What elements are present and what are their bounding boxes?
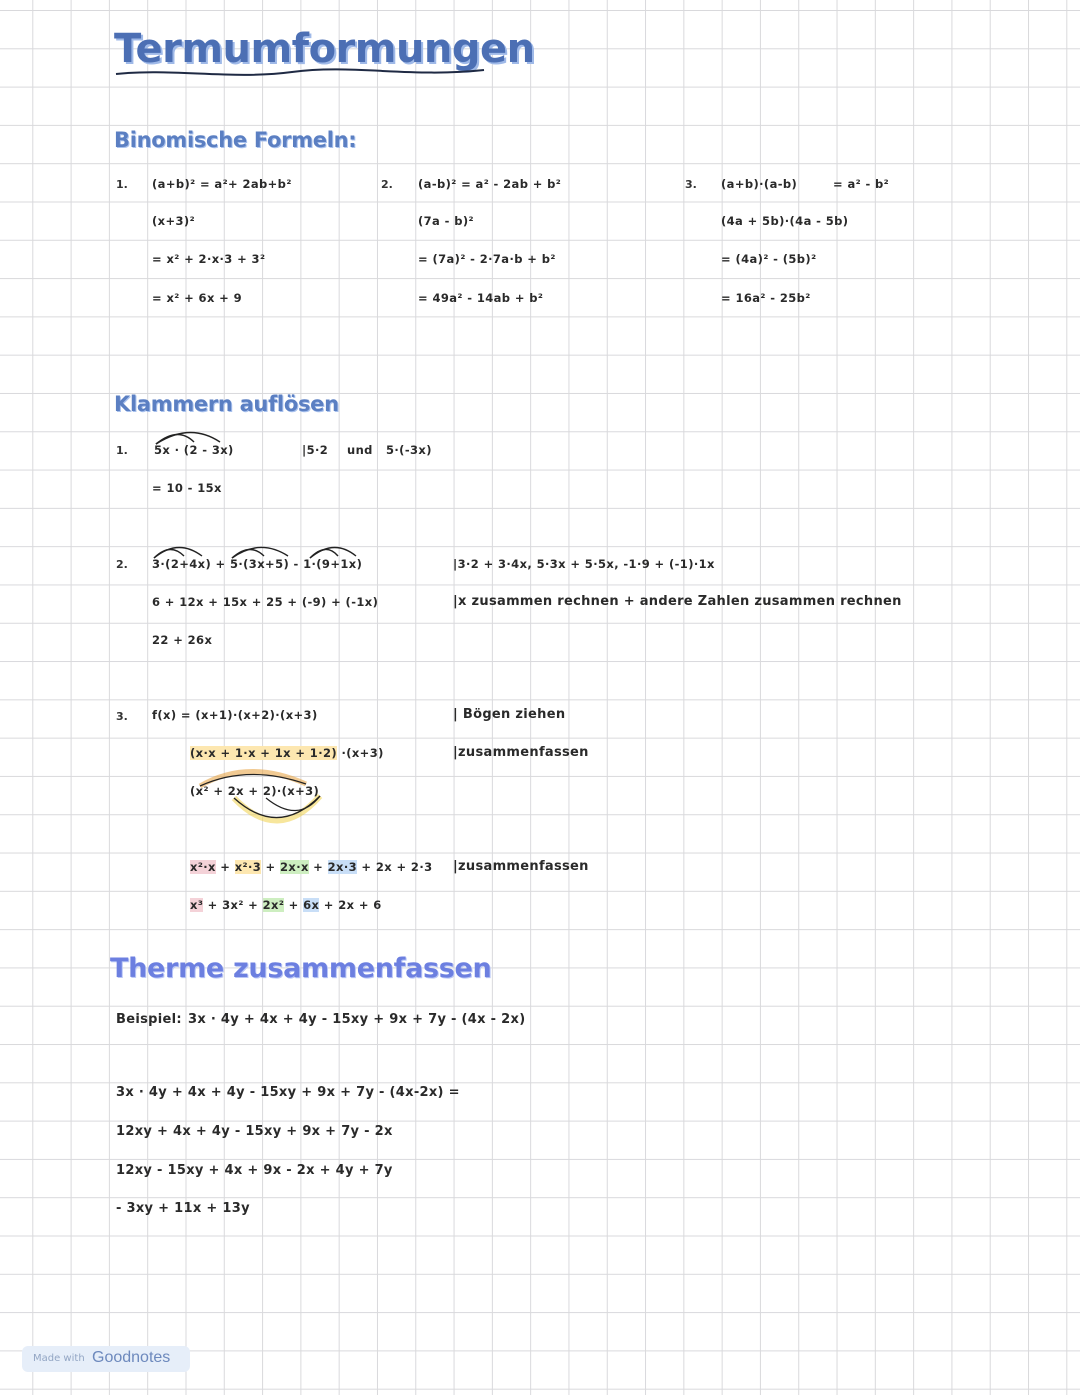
step-3-line3: (x² + 2x + 2)·(x+3) [190,784,320,798]
term-part: 2x·3 [327,860,358,874]
note-2a: |3·2 + 3·4x, 5·3x + 5·5x, -1·9 + (-1)·1x [453,557,715,571]
step-1a: = x² + 2·x·3 + 3² [152,252,266,266]
made-with-label: Made with [33,1353,85,1364]
note-3b: |zusammenfassen [453,745,589,760]
formula-1: (a+b)² = a²+ 2ab+b² [152,177,292,191]
note-2b: |x zusammen rechnen + andere Zahlen zusammen rechnen [453,594,902,609]
formula-3: (a+b)·(a-b) [721,177,798,191]
step-2-line2: 6 + 12x + 15x + 25 + (-9) + (-1x) [152,595,379,609]
term-part: + [308,860,328,874]
step-3-line2 [190,746,384,760]
term-part: x²·x [190,860,216,874]
term-part: + 2x + 2·3 [357,860,433,874]
goodnotes-watermark [22,1346,190,1372]
page-title: Termumformungen [114,26,535,72]
expression-2: 3·(2+4x) + 5·(3x+5) - 1·(9+1x) [152,557,363,571]
note-3c: |zusammenfassen [453,859,589,874]
title-underline-scribble [112,58,492,88]
note-und: und [347,443,373,457]
step-3b: = 16a² - 25b² [721,291,811,305]
result-1: = 10 - 15x [152,481,222,495]
term-part: 6x [303,898,320,912]
term-part: + [284,898,304,912]
brand-logo: Goodnotes [92,1349,171,1366]
step-3-line4 [190,860,433,874]
expression-3: f(x) = (x+1)·(x+2)·(x+3) [152,708,318,722]
step-3-line5 [190,898,382,912]
example-1: (x+3)² [152,214,196,228]
item-number: 3. [116,710,128,723]
term-part: + [215,860,235,874]
item-number: 3. [685,178,697,191]
note-3a: | Bögen ziehen [453,707,566,722]
section-heading-klammern: Klammern auflösen [114,392,339,416]
step-3a: = (4a)² - (5b)² [721,252,817,266]
item-number: 1. [116,178,128,191]
terme-step-2: 12xy + 4x + 4y - 15xy + 9x + 7y - 2x [116,1124,393,1139]
note-1a: |5·2 [302,443,329,457]
formula-2: (a-b)² = a² - 2ab + b² [418,177,562,191]
step-2b: = 49a² - 14ab + b² [418,291,544,305]
term-part: + 2x + 6 [319,898,382,912]
term-part: 2x² [262,898,285,912]
terme-step-3: 12xy - 15xy + 4x + 9x - 2x + 4y + 7y [116,1163,393,1178]
example-3: (4a + 5b)·(4a - 5b) [721,214,849,228]
step-2a: = (7a)² - 2·7a·b + b² [418,252,556,266]
item-number: 2. [381,178,393,191]
step-2-line3: 22 + 26x [152,633,213,647]
terme-step-1: 3x · 4y + 4x + 4y - 15xy + 9x + 7y - (4x-2x) = [116,1085,460,1100]
term-part: + 3x² + [203,898,263,912]
remaining-factor: ·(x+3) [341,746,384,760]
expanded-product: (x·x + 1·x + 1x + 1·2) [190,746,338,760]
section-heading-terme: Therme zusammenfassen [110,953,492,984]
example-label: Beispiel: [116,1012,182,1027]
term-part: x³ [190,898,204,912]
step-1b: = x² + 6x + 9 [152,291,243,305]
example-2: (7a - b)² [418,214,474,228]
term-part: 2x·x [279,860,309,874]
distribution-arcs [188,764,338,834]
item-number: 2. [116,558,128,571]
example-expression: 3x · 4y + 4x + 4y - 15xy + 9x + 7y - (4x - 2x) [188,1012,526,1027]
term-part: + [261,860,280,874]
expression-1: 5x · (2 - 3x) [154,443,234,457]
item-number: 1. [116,444,128,457]
formula-3-rhs: = a² - b² [833,177,890,191]
term-part: x²·3 [234,860,262,874]
section-heading-binomial: Binomische Formeln: [114,128,357,152]
terme-step-4: - 3xy + 11x + 13y [116,1201,250,1216]
note-1b: 5·(-3x) [386,443,432,457]
